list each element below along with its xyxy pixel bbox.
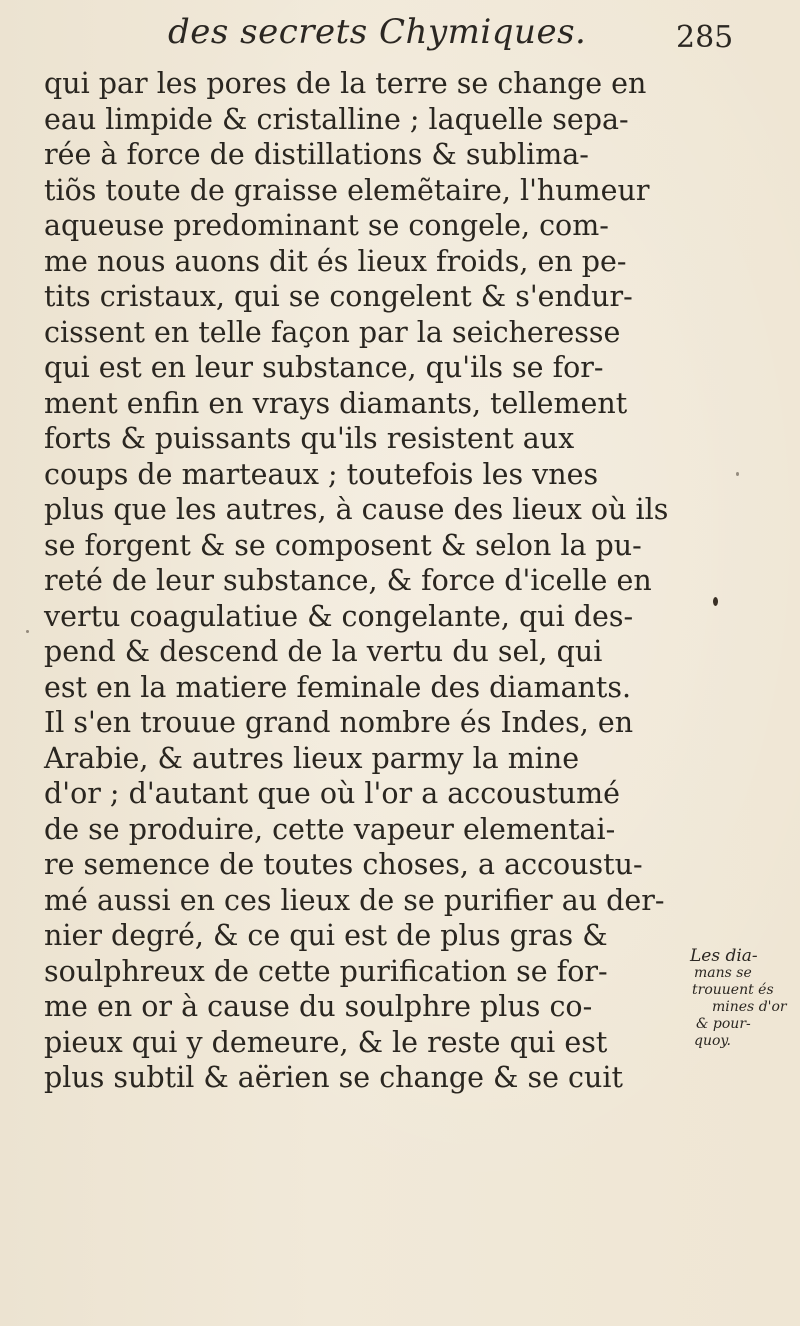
text-line: me en or à cause du soulphre plus co- (44, 990, 593, 1023)
text-line: tiõs toute de graisse elemẽtaire, l'humeur (44, 173, 650, 207)
text-line: vertu coagulatiue & congelante, qui des- (44, 599, 634, 633)
margin-note-line: mans se (694, 965, 752, 981)
text-line: nier degré, & ce qui est de plus gras & (44, 919, 608, 952)
text-line: se forgent & se composent & selon la pu- (44, 528, 642, 562)
text-line: de se produire, cette vapeur elementai- (44, 812, 616, 846)
text-line: d'or ; d'autant que où l'or a accoustumé (44, 777, 621, 810)
margin-note-line: quoy. (694, 1033, 731, 1049)
text-line: est en la matiere feminale des diamants. (44, 670, 632, 704)
text-line: soulphreux de cette purification se for- (44, 954, 608, 988)
text-line: cissent en telle façon par la seicheresse (44, 315, 621, 349)
text-line: rée à force de distillations & sublima- (44, 138, 589, 171)
text-line: qui par les pores de la terre se change en (44, 67, 647, 100)
text-line: plus que les autres, à cause des lieux où ils (44, 493, 669, 526)
text-line: mé aussi en ces lieux de se purifier au der- (44, 883, 665, 917)
text-line: tits cristaux, qui se congelent & s'endur- (44, 280, 633, 313)
text-line: qui est en leur substance, qu'ils se for- (44, 351, 604, 384)
page-number: 285 (676, 20, 734, 55)
ink-speck (26, 630, 29, 633)
text-line: forts & puissants qu'ils resistent aux (44, 422, 575, 455)
text-line: ment enfin en vrays diamants, tellement (44, 386, 628, 420)
page-header (0, 8, 800, 68)
ink-speck (736, 472, 739, 476)
text-line: Arabie, & autres lieux parmy la mine (44, 741, 580, 775)
text-line: eau limpide & cristalline ; laquelle sepa- (44, 102, 629, 136)
margin-note (690, 948, 798, 1050)
text-line: plus subtil & aërien se change & se cuit (44, 1061, 623, 1094)
margin-note-line: & pour- (696, 1016, 751, 1032)
text-line: me nous auons dit és lieux froids, en pe- (44, 244, 627, 278)
running-head: des secrets Chymiques. (168, 12, 587, 52)
text-line: Il s'en trouue grand nombre és Indes, en (44, 706, 634, 739)
margin-note-line: mines d'or (712, 999, 787, 1015)
text-line: coups de marteaux ; toutefois les vnes (44, 457, 599, 491)
text-line: pend & descend de la vertu du sel, qui (44, 635, 603, 668)
body-text (44, 66, 684, 1096)
margin-note-line: Les dia- (690, 946, 758, 966)
text-line: aqueuse predominant se congele, com- (44, 209, 609, 242)
text-line: re semence de toutes choses, a accoustu- (44, 848, 643, 881)
text-line: reté de leur substance, & force d'icelle en (44, 564, 652, 597)
text-line: pieux qui y demeure, & le reste qui est (44, 1025, 608, 1059)
margin-note-line: trouuent és (692, 982, 774, 998)
ink-speck (713, 597, 718, 606)
